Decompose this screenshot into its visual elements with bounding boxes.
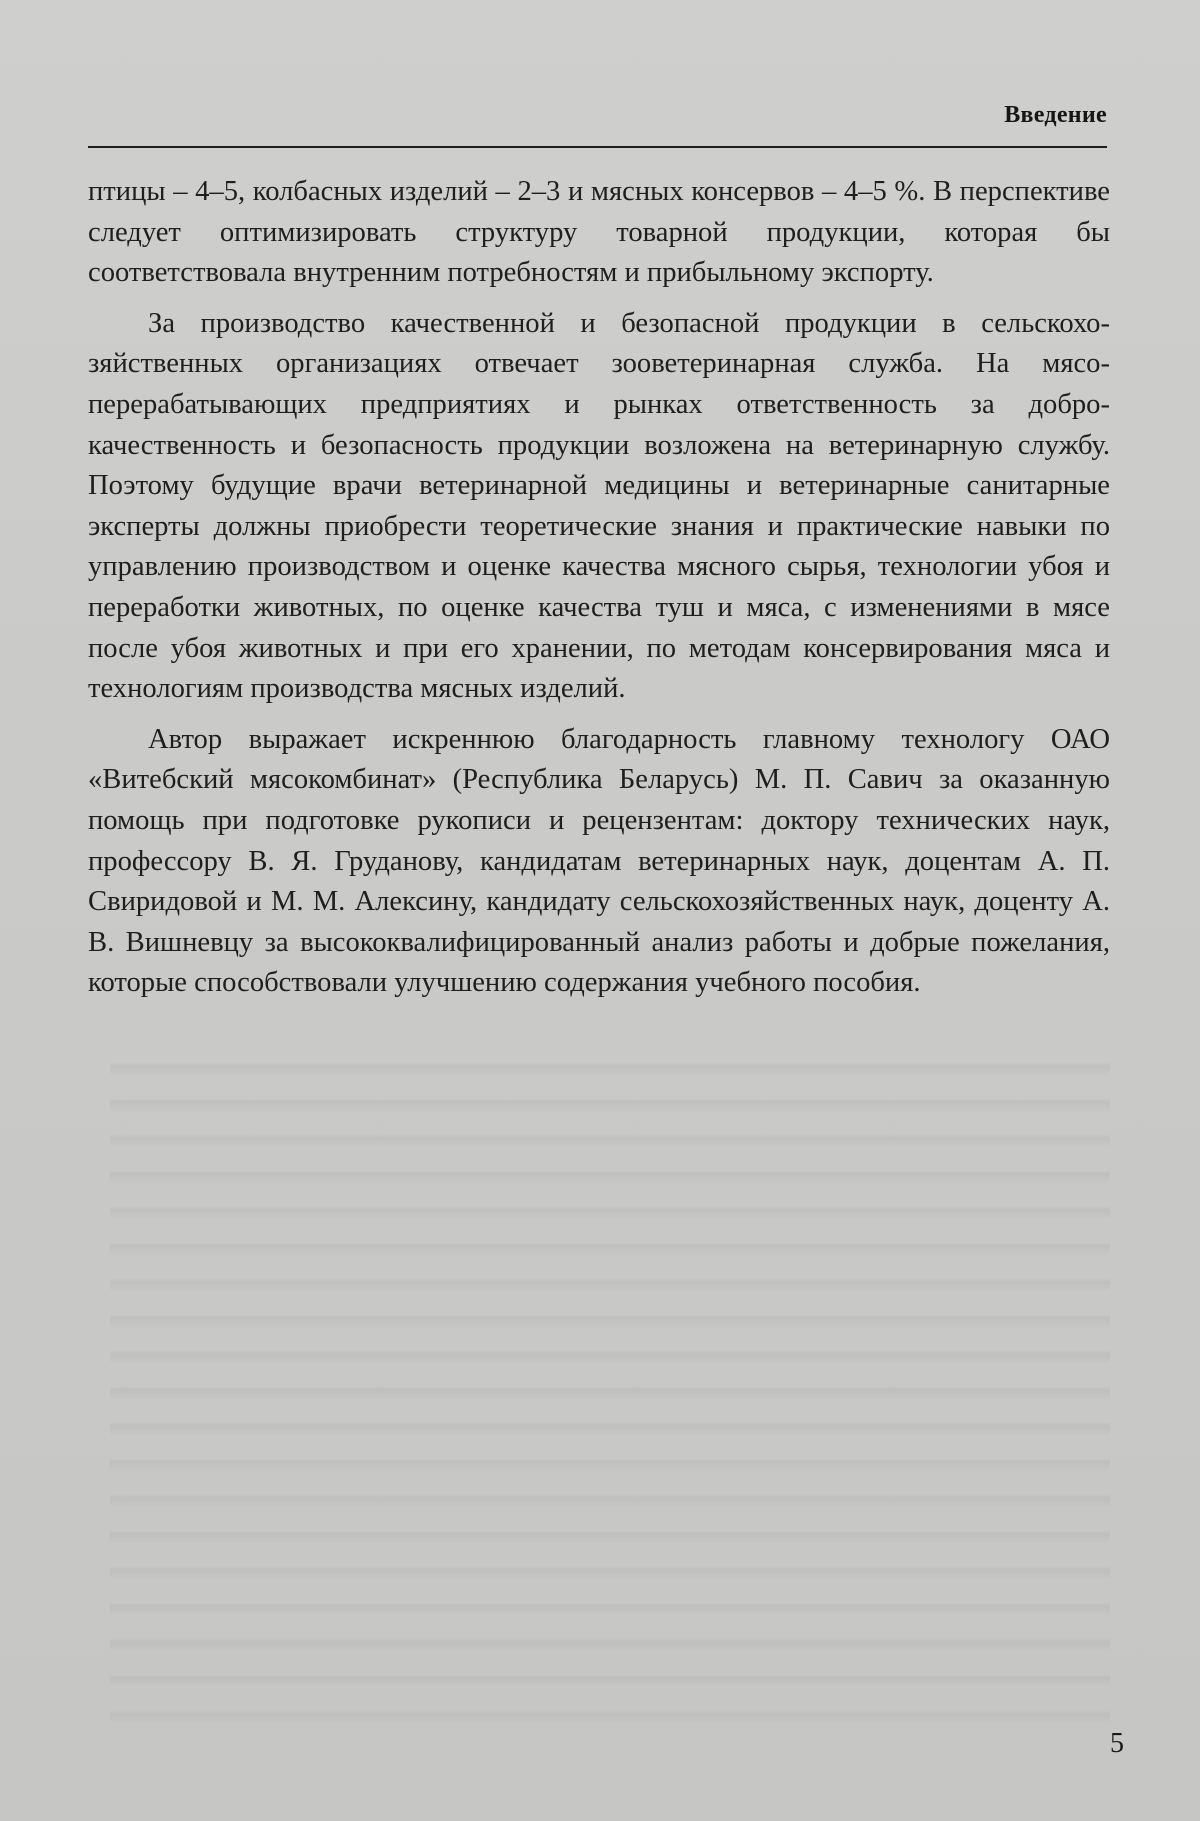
paragraph-acknowledgements: Автор выражает искреннюю благодарность главному технологу ОАО «Витебский мясокомбинат» (Республика Беларусь) М. П. Савич за оказанную помощь при подготовке рукописи и рецензентам: доктору технических наук, профессору В. Я. Груданову, кандидатам ветеринарных наук, доцентам А. П. Свиридовой и М. М. Алексину, кандидату сельскохозяйственных наук, доценту А. В. Вишневцу за высококвалифицированный анализ работы и добрые пожелания, которые способствовали улучшению содержания учебного пособия. [88,723,1110,999]
paragraph-veterinary-service: За производство качественной и безопасной продукции в сельскохозяйственных организациях отвечает зооветеринарная служба. На мясоперерабатывающих предприятиях и рынках ответственность за доброкачественность и безопасность продукции возложена на ветеринарную службу. Поэтому будущие врачи ветеринарной медицины и ветеринарные санитарные эксперты должны приобрести теоретические знания и практические навыки по управлению производством и оценке качества мясного сырья, технологии убоя и переработки животных, по оценке качества туш и мяса, с изменениями в мясе после убоя животных и при его хранении, по методам консервирования мяса и технологиям производства мясных изделий. [88,307,1110,705]
page-number: 5 [1110,1728,1124,1759]
running-header [88,100,1107,148]
section-title: Введение [1004,102,1107,128]
body-text [88,172,1110,1014]
show-through-texture [110,1040,1110,1740]
paragraph-continuation: птицы – 4–5, колбасных изделий – 2–3 и мясных консервов – 4–5 %. В перспективе следует оптимизировать структуру товарной продукции, которая бы соответствовала внутренним потребностям и прибыльному экспорту. [88,176,1110,289]
